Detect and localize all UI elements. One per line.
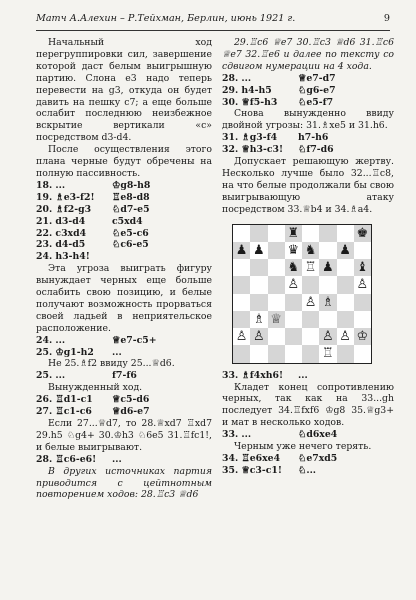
commentary-paragraph: Допускает решающую жертву. Несколько лучше было 32...♖c8, на что белые продолжали бы свою выигрывающую атаку посредством 33.♕b4 и 34.♗a4. — [222, 156, 394, 215]
board-square — [337, 294, 354, 311]
black-move: ♘... — [298, 464, 317, 476]
black-move: ♘f7-d6 — [298, 144, 334, 156]
board-square — [302, 328, 319, 345]
italic-note: 29.♖c6 ♕e7 30.♖c3 ♕d6 31.♖c6 ♕e7 32.♖e6 и далее по тексту со сдвигом нумерации на 4 хода. — [222, 37, 394, 72]
board-square: ♗ — [250, 311, 267, 328]
board-square — [285, 311, 302, 328]
move-line — [222, 85, 394, 97]
move-line — [222, 73, 394, 85]
board-square — [268, 242, 285, 259]
white-move: 21. d3-d4 — [36, 215, 86, 227]
board-square — [319, 242, 336, 259]
black-move: ♘d7-e5 — [112, 203, 150, 215]
black-move: ♕e7-d7 — [298, 72, 336, 84]
black-move: ♘g6-e7 — [298, 84, 336, 96]
move-line — [36, 180, 212, 192]
board-square — [268, 328, 285, 345]
white-move: 28. ♖c6-e6! — [36, 453, 97, 465]
black-move: ♘d6xe4 — [298, 429, 338, 441]
board-square — [337, 276, 354, 293]
board-square — [337, 311, 354, 328]
board-square — [233, 294, 250, 311]
black-move: ... — [112, 346, 122, 358]
black-move: f7-f6 — [112, 370, 137, 382]
move-line — [222, 370, 394, 382]
move-line — [36, 216, 212, 228]
board-square: ♜ — [285, 225, 302, 242]
white-move: 33. ♗f4xh6! — [222, 369, 284, 381]
board-square — [319, 225, 336, 242]
board-square — [268, 276, 285, 293]
board-square: ♙ — [302, 294, 319, 311]
board-square — [285, 294, 302, 311]
board-square: ♛ — [285, 242, 302, 259]
board-square — [337, 345, 354, 362]
board-square — [233, 225, 250, 242]
move-line — [222, 453, 394, 465]
move-line — [36, 454, 212, 466]
white-move: 26. ♖d1-c1 — [36, 394, 93, 406]
board-square: ♙ — [233, 328, 250, 345]
chess-diagram — [232, 224, 372, 364]
board-square: ♙ — [337, 328, 354, 345]
move-line — [36, 394, 212, 406]
board-square — [354, 242, 371, 259]
left-column — [36, 37, 212, 501]
white-move: 32. ♕h3-c3! — [222, 144, 284, 156]
right-column — [222, 37, 394, 477]
board-square: ♙ — [250, 328, 267, 345]
move-line — [36, 192, 212, 204]
black-move: ♕e7-c5+ — [112, 334, 157, 346]
board-square — [319, 276, 336, 293]
white-move: 28. ... — [222, 72, 252, 84]
board-square — [233, 345, 250, 362]
board-square: ♞ — [302, 242, 319, 259]
board-square — [268, 294, 285, 311]
board-square — [250, 345, 267, 362]
board-square: ♟ — [250, 242, 267, 259]
commentary-paragraph: Снова вынужденно ввиду двойной угрозы: 31.♗xe5 и 31.h6. — [222, 108, 394, 132]
black-move: ♔g8-h8 — [112, 179, 151, 191]
header-rule — [36, 30, 390, 31]
board-square — [268, 225, 285, 242]
commentary-paragraph: Не 25.♗f2 ввиду 25...♕d6. — [48, 358, 175, 370]
board-square — [233, 259, 250, 276]
page-number: 9 — [383, 13, 390, 24]
white-move: 34. ♖e6xe4 — [222, 452, 281, 464]
black-move: ♕c5-d6 — [112, 394, 150, 406]
commentary-paragraph: Эта угроза выиграть фигуру вынуждает черных еще больше ослабить свою позицию, и белые получают возможность прорваться своей ладьей в неприятельское расположение. — [36, 263, 212, 334]
header-title: Матч А.Алехин – Р.Тейхман, Берлин, июнь 1921 г. — [36, 13, 296, 24]
commentary-paragraph: Вынужденный ход. — [48, 382, 143, 394]
move-line — [36, 347, 212, 359]
white-move: 27. ♖c1-c6 — [36, 406, 92, 418]
board-square: ♙ — [285, 276, 302, 293]
board-square — [250, 294, 267, 311]
black-move: ♘c6-e5 — [112, 239, 149, 251]
black-move: h7-h6 — [298, 132, 329, 144]
board-square — [354, 311, 371, 328]
black-move: c5xd4 — [112, 215, 143, 227]
running-header — [36, 13, 390, 27]
board-square — [354, 294, 371, 311]
white-move: 25. ... — [36, 370, 66, 382]
white-move: 29. h4-h5 — [222, 84, 272, 96]
board-square: ♟ — [233, 242, 250, 259]
commentary-paragraph: Кладет конец сопротивлению черных, так как на 33...gh последует 34.♖fxf6 ♔g8 35.♕g3+ и мат в несколько ходов. — [222, 381, 394, 429]
white-move: 23. d4-d5 — [36, 239, 86, 251]
board-square: ♖ — [319, 345, 336, 362]
white-move: 22. c3xd4 — [36, 227, 87, 239]
board-square: ♞ — [285, 259, 302, 276]
board-square — [302, 276, 319, 293]
board-square — [268, 345, 285, 362]
move-line — [36, 251, 212, 263]
black-move: ♕d6-e7 — [112, 406, 150, 418]
board-square — [319, 311, 336, 328]
board-square — [250, 259, 267, 276]
white-move: 24. ... — [36, 334, 66, 346]
board-square: ♙ — [319, 328, 336, 345]
board-square — [250, 225, 267, 242]
black-move: ♘e7xd5 — [298, 452, 338, 464]
white-move: 31. ♗g3-f4 — [222, 132, 278, 144]
black-move: ♘e5-f7 — [298, 96, 334, 108]
commentary-paragraph: Начальный ход перегруппировки сил, завершение которой даст белым выигрышную партию. Слона е3 надо теперь перевести на g3, откуда он будет давить на пешку с7; а еще больше ослабит последнюю неизбежное вскрытие вертикали «с» посредством d3-d4. — [36, 37, 212, 144]
white-move: 20. ♗f2-g3 — [36, 203, 92, 215]
white-move: 30. ♕f5-h3 — [222, 96, 278, 108]
black-move: ... — [298, 369, 308, 381]
move-line — [36, 335, 212, 347]
move-line — [36, 406, 212, 418]
move-line — [36, 204, 212, 216]
board-square — [233, 276, 250, 293]
commentary-paragraph: После осуществления этого плана черные будут обречены на полную пассивность. — [36, 144, 212, 179]
board-square — [337, 225, 354, 242]
move-line — [36, 228, 212, 240]
board-square: ♖ — [302, 259, 319, 276]
board-square: ♟ — [337, 242, 354, 259]
board-square — [302, 225, 319, 242]
board-square — [250, 276, 267, 293]
white-move: 18. ... — [36, 179, 66, 191]
move-line — [222, 465, 394, 477]
board-square — [268, 259, 285, 276]
board-square — [302, 345, 319, 362]
italic-note: В других источниках партия приводится с цейтнотным повторением ходов: 28.♖c3 ♕d6 — [36, 465, 212, 501]
black-move: ♖e8-d8 — [112, 191, 150, 203]
board-square — [337, 259, 354, 276]
board-square: ♕ — [268, 311, 285, 328]
move-line — [222, 132, 394, 144]
commentary-paragraph: Черным уже нечего терять. — [234, 441, 372, 453]
white-move: 25. ♔g1-h2 — [36, 346, 94, 358]
board-square — [285, 328, 302, 345]
black-move: ♘e5-c6 — [112, 227, 149, 239]
board-square: ♚ — [354, 225, 371, 242]
move-line — [222, 144, 394, 156]
black-move: ... — [112, 453, 122, 465]
white-move: 35. ♕c3-c1! — [222, 464, 282, 476]
board-square: ♙ — [354, 276, 371, 293]
board-square — [233, 311, 250, 328]
white-move: 33. ... — [222, 429, 252, 441]
board-square: ♝ — [354, 259, 371, 276]
white-move: 24. h3-h4! — [36, 251, 90, 263]
board-square — [302, 311, 319, 328]
move-line — [222, 97, 394, 109]
board-square: ♗ — [319, 294, 336, 311]
board-square: ♔ — [354, 328, 371, 345]
white-move: 19. ♗e3-f2! — [36, 191, 95, 203]
board-square — [285, 345, 302, 362]
move-line — [36, 239, 212, 251]
commentary-paragraph: Если 27...♕d7, то 28.♕xd7 ♖xd7 29.h5 ♘g4+ 30.♔h3 ♘6e5 31.♖fc1!, и белые выигрывают. — [36, 418, 212, 453]
board-square: ♟ — [319, 259, 336, 276]
move-line — [222, 429, 394, 441]
board-square — [354, 345, 371, 362]
black-move — [112, 251, 212, 263]
move-line — [36, 370, 212, 382]
